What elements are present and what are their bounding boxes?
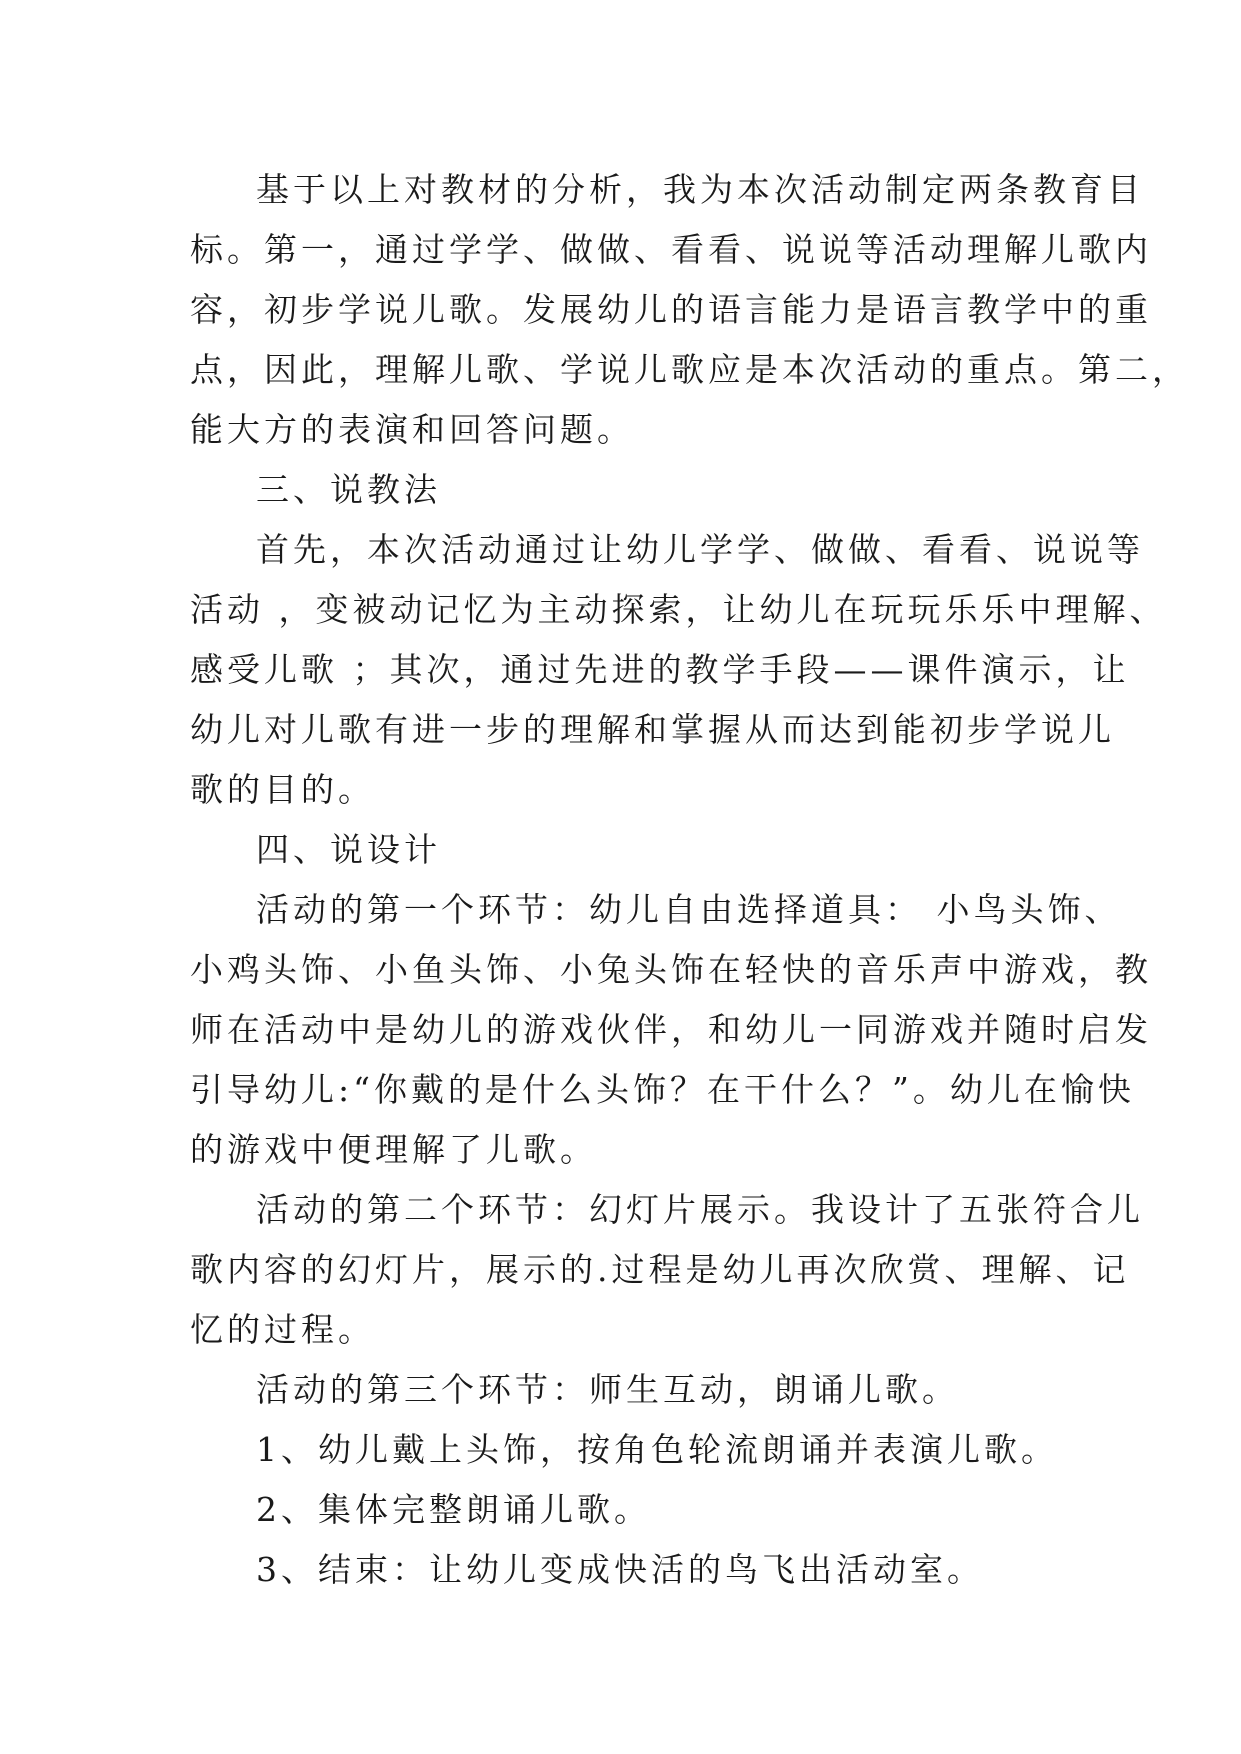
list-item: 1、幼儿戴上头饰，按角色轮流朗诵并表演儿歌。 [256,1430,1058,1469]
paragraph-line: 引导幼儿:“你戴的是什么头饰？在干什么？”。幼儿在愉快 [190,1070,1135,1109]
paragraph-line: 活动 ，变被动记忆为主动探索，让幼儿在玩玩乐乐中理解、 [190,590,1167,629]
paragraph-line: 歌的目的。 [190,770,375,809]
paragraph-line: 点，因此，理解儿歌、学说儿歌应是本次活动的重点。第二， [190,350,1189,389]
paragraph-line: 师在活动中是幼儿的游戏伙伴，和幼儿一同游戏并随时启发 [190,1010,1152,1049]
paragraph-line: 的游戏中便理解了儿歌。 [190,1130,597,1169]
document-page [190,160,1189,1600]
section-heading: 四、说设计 [256,830,441,869]
paragraph-line: 活动的第三个环节：师生互动，朗诵儿歌。 [256,1370,959,1409]
paragraph-line: 容，初步学说儿歌。发展幼儿的语言能力是语言教学中的重 [190,290,1152,329]
paragraph-line: 基于以上对教材的分析，我为本次活动制定两条教育目 [256,170,1144,209]
list-item: 3、结束：让幼儿变成快活的鸟飞出活动室。 [256,1550,984,1589]
list-item: 2、集体完整朗诵儿歌。 [256,1490,651,1529]
paragraph-line: 首先，本次活动通过让幼儿学学、做做、看看、说说等 [256,530,1144,569]
paragraph-line: 感受儿歌 ；其次，通过先进的教学手段——课件演示，让 [190,650,1130,689]
paragraph-line: 幼儿对儿歌有进一步的理解和掌握从而达到能初步学说儿 [190,710,1115,749]
paragraph-line: 活动的第二个环节：幻灯片展示。我设计了五张符合儿 [256,1190,1144,1229]
paragraph-line: 忆的过程。 [190,1310,375,1349]
paragraph-line: 活动的第一个环节：幼儿自由选择道具： 小鸟头饰、 [256,890,1122,929]
paragraph-line: 小鸡头饰、小鱼头饰、小兔头饰在轻快的音乐声中游戏，教 [190,950,1152,989]
paragraph-line: 歌内容的幻灯片，展示的.过程是幼儿再次欣赏、理解、记 [190,1250,1130,1289]
paragraph-line: 能大方的表演和回答问题。 [190,410,634,449]
paragraph-line: 标。第一，通过学学、做做、看看、说说等活动理解儿歌内 [190,230,1152,269]
section-heading: 三、说教法 [256,470,441,509]
